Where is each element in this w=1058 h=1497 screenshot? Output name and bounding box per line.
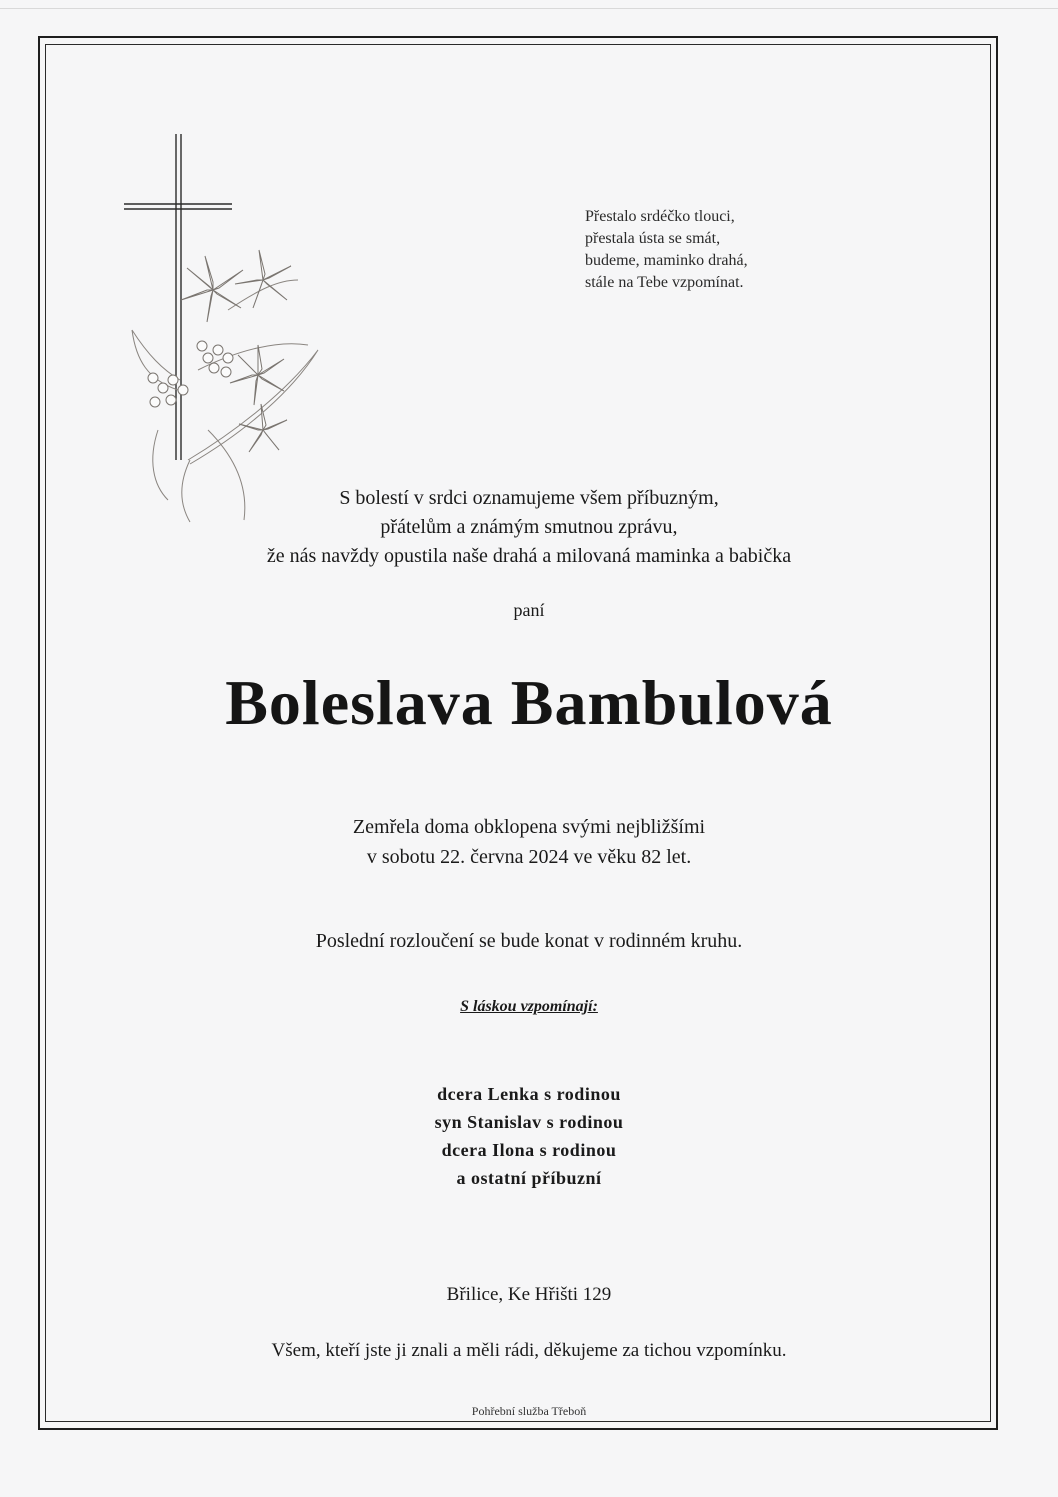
funeral-service-name: Pohřební služba Třeboň [471,1404,587,1418]
death-info [0,812,1058,872]
deceased-name: Boleslava Bambulová [225,667,833,738]
family-member: syn Stanislav s rodinou [434,1112,624,1132]
poem-line: stále na Tebe vzpomínat. [585,274,744,291]
announcement-line: S bolestí v srdci oznamujeme všem příbuzným, [339,487,719,509]
death-info-line: Zemřela doma obklopena svými nejbližšími [352,816,706,838]
remembering-heading: S láskou vzpomínají: [460,998,598,1015]
announcement [0,484,1058,571]
family-list [0,1080,1058,1192]
poem-line: přestala ústa se smát, [585,230,721,247]
scan-edge-line [0,8,1058,9]
announcement-line: že nás navždy opustila naše drahá a milovaná maminka a babička [266,545,792,567]
family-member: a ostatní příbuzní [456,1168,602,1188]
address: Břilice, Ke Hřišti 129 [446,1284,612,1305]
poem [585,206,905,294]
family-member: dcera Lenka s rodinou [437,1084,621,1104]
poem-line: budeme, maminko drahá, [585,252,748,269]
farewell-notice: Poslední rozloučení se bude konat v rodinném kruhu. [315,930,743,952]
thanks-note: Všem, kteří jste ji znali a měli rádi, děkujeme za tichou vzpomínku. [271,1340,787,1361]
announcement-line: přátelům a známým smutnou zprávu, [380,516,678,538]
cross-with-lilies-icon [118,130,338,530]
death-info-line: v sobotu 22. června 2024 ve věku 82 let. [366,846,692,868]
title-prefix: paní [513,600,545,620]
family-member: dcera Ilona s rodinou [441,1140,617,1160]
poem-line: Přestalo srdéčko tlouci, [585,208,735,225]
